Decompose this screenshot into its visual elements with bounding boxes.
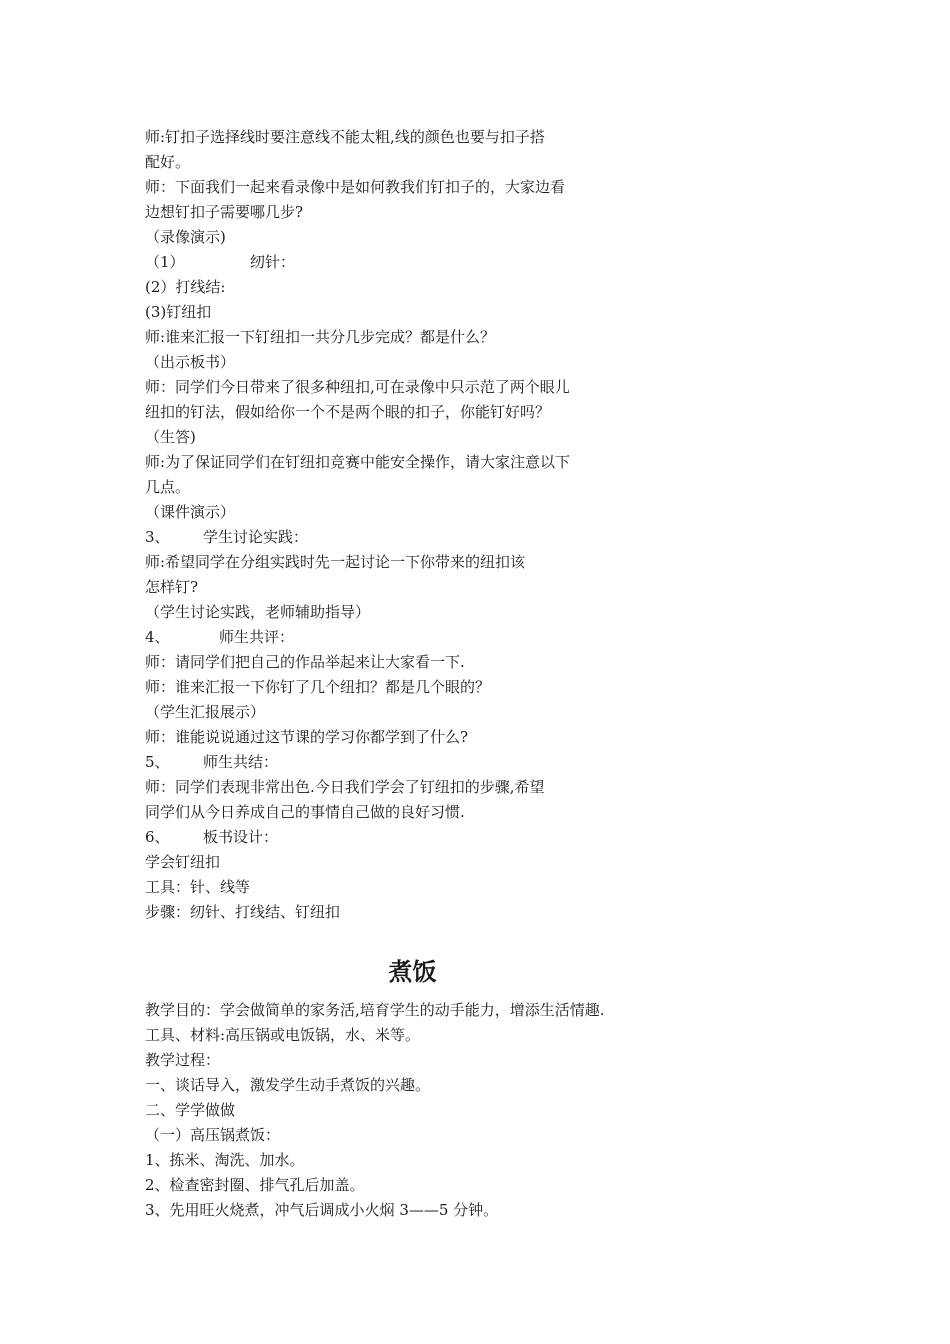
step-3-line — [145, 527, 309, 547]
paragraph-line: 几点。 — [145, 478, 191, 496]
paragraph-line: 教学目的：学会做简单的家务活,培育学生的动手能力，增添生活情趣. — [145, 1001, 605, 1019]
paragraph-line: 师：同学们表现非常出色.今日我们学会了钉纽扣的步骤,希望 — [145, 778, 545, 796]
step-text: 学生讨论实践： — [203, 528, 309, 546]
paragraph-line: 怎样钉? — [145, 578, 199, 596]
paragraph-line: （录像演示) — [145, 228, 226, 246]
paragraph-line: （出示板书） — [145, 353, 236, 371]
paragraph-line: 1、拣米、淘洗、加水。 — [145, 1151, 305, 1169]
paragraph-line: 工具、材料:高压锅或电饭锅，水、米等。 — [145, 1026, 421, 1044]
paragraph-line: 师:为了保证同学们在钉纽扣竞赛中能安全操作，请大家注意以下 — [145, 453, 571, 471]
paragraph-line: 3、先用旺火烧煮，冲气后调成小火焖 3——5 分钟。 — [145, 1201, 499, 1219]
paragraph-line: 师：同学们今日带来了很多种纽扣,可在录像中只示范了两个眼儿 — [145, 378, 570, 396]
paragraph-line: （生答) — [145, 428, 196, 446]
step-6-line — [145, 827, 279, 847]
paragraph-line: 师：请同学们把自己的作品举起来让大家看一下. — [145, 653, 465, 671]
paragraph-line: （课件演示） — [145, 503, 236, 521]
paragraph-line: 配好。 — [145, 153, 191, 171]
paragraph-line: 边想钉扣子需要哪几步? — [145, 203, 304, 221]
paragraph-line: 师:希望同学在分组实践时先一起讨论一下你带来的纽扣该 — [145, 553, 526, 571]
paragraph-line: 师:钉扣子选择线时要注意线不能太粗,线的颜色也要与扣子搭 — [145, 128, 545, 146]
paragraph-line: 二、学学做做 — [145, 1101, 236, 1119]
paragraph-line: 学会钉纽扣 — [145, 853, 221, 871]
paragraph-line: (2）打线结: — [145, 278, 226, 296]
paragraph-line: 师：谁来汇报一下你钉了几个纽扣？都是几个眼的？ — [145, 678, 491, 696]
paragraph-line: 师：下面我们一起来看录像中是如何教我们钉扣子的，大家边看 — [145, 178, 566, 196]
step-1-line — [145, 252, 296, 272]
step-text: 师生共结： — [203, 753, 279, 771]
step-text: 纫针： — [250, 253, 296, 271]
step-number: 6、 — [145, 828, 170, 846]
paragraph-line: 步骤：纫针、打线结、钉纽扣 — [145, 903, 341, 921]
paragraph-line: 工具：针、线等 — [145, 878, 251, 896]
paragraph-line: 师：谁能说说通过这节课的学习你都学到了什么? — [145, 728, 469, 746]
paragraph-line: 同学们从今日养成自己的事情自己做的良好习惯. — [145, 803, 465, 821]
paragraph-line: 一、谈话导入，激发学生动手煮饭的兴趣。 — [145, 1076, 431, 1094]
step-4-line — [145, 627, 295, 647]
paragraph-line: 纽扣的钉法，假如给你一个不是两个眼的扣子，你能钉好吗？ — [145, 403, 551, 421]
step-5-line — [145, 752, 279, 772]
paragraph-line: 师:谁来汇报一下钉纽扣一共分几步完成？都是什么？ — [145, 328, 496, 346]
paragraph-line: (3)钉纽扣 — [145, 303, 212, 321]
paragraph-line: 2、检查密封圈、排气孔后加盖。 — [145, 1176, 365, 1194]
paragraph-line: （学生汇报展示） — [145, 703, 266, 721]
step-text: 师生共评： — [219, 628, 295, 646]
step-number: 3、 — [145, 528, 170, 546]
step-number: （1） — [145, 253, 185, 271]
paragraph-line: 教学过程： — [145, 1051, 221, 1069]
step-number: 4、 — [145, 628, 170, 646]
paragraph-line: （一）高压锅煮饭： — [145, 1126, 281, 1144]
step-text: 板书设计： — [203, 828, 279, 846]
paragraph-line: （学生讨论实践，老师辅助指导） — [145, 603, 371, 621]
section-title: 煮饭 — [388, 958, 437, 986]
step-number: 5、 — [145, 753, 170, 771]
